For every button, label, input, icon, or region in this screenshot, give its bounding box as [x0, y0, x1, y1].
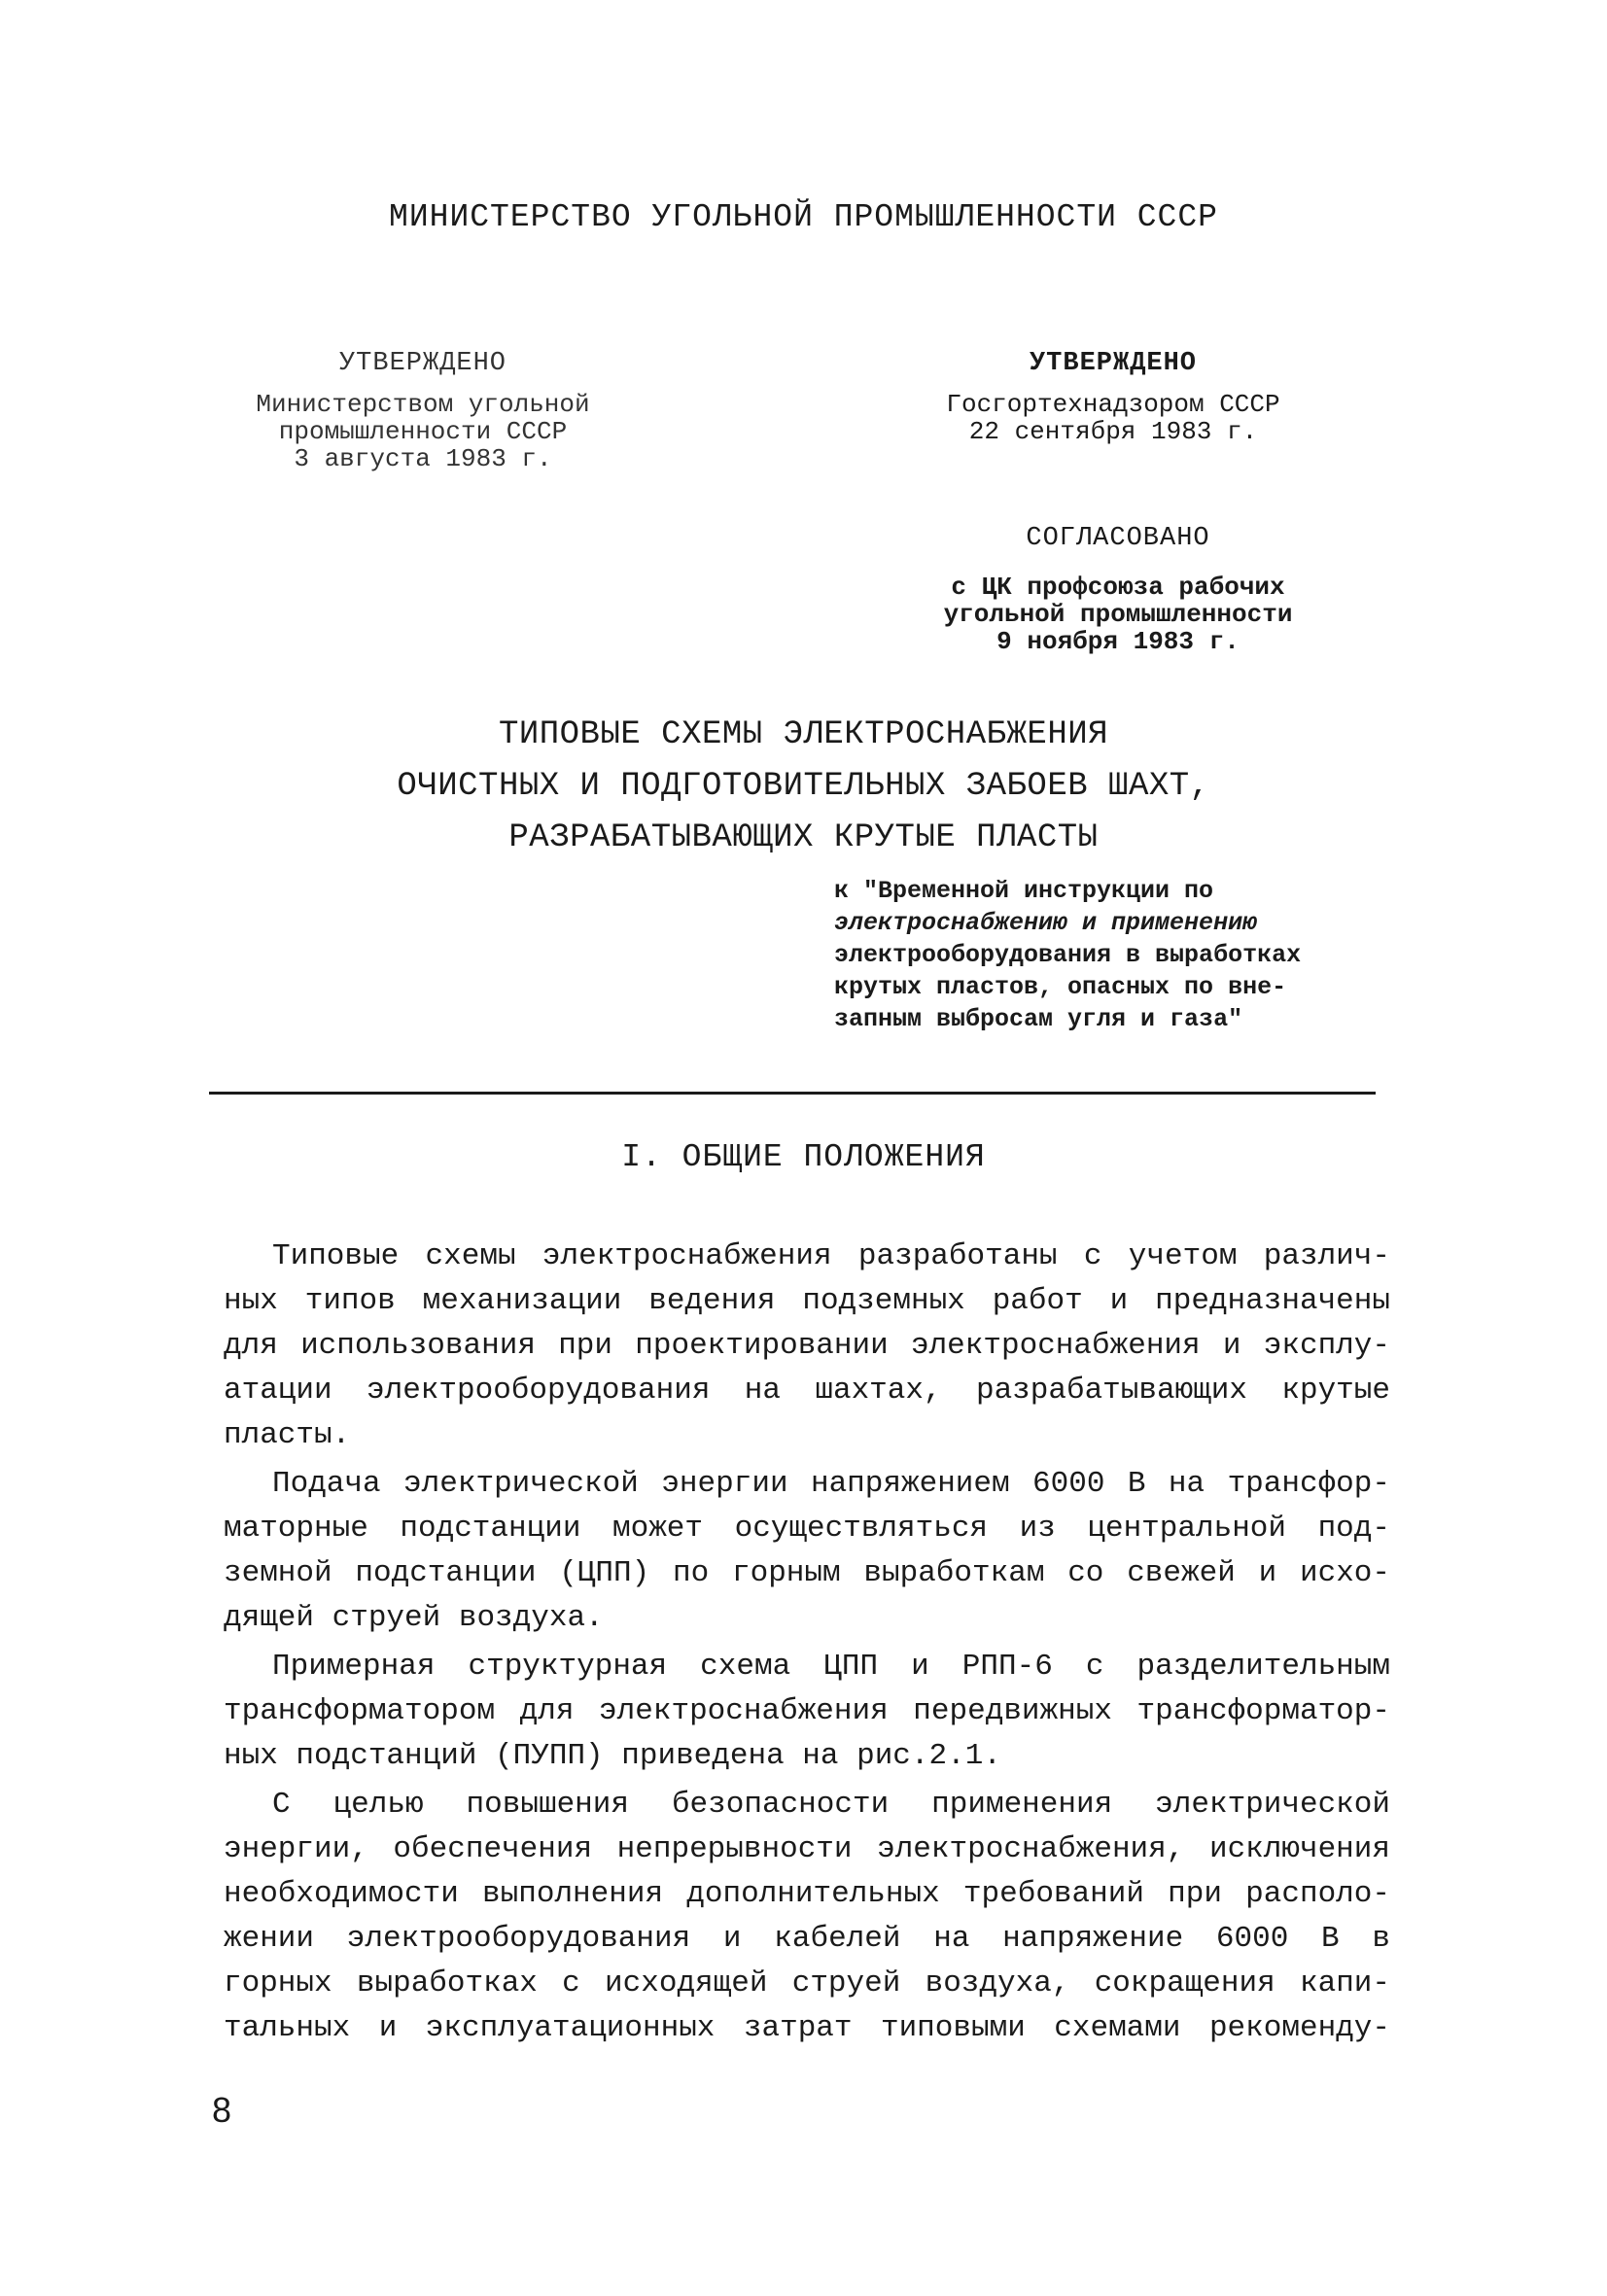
text-line: тальных и эксплуатационных затрат типовыми схемами рекоменду-: [224, 2011, 1390, 2045]
text-line: энергии, обеспечения непрерывности электроснабжения, исключения: [224, 1832, 1390, 1866]
body-text: [224, 1235, 1390, 2055]
text-line: дящей струей воздуха.: [224, 1601, 604, 1635]
approval-line: Госгортехнадзором СССР: [946, 390, 1280, 419]
paragraph: [224, 1645, 1390, 1779]
approval-block-gosgortekhnadzor: [914, 350, 1312, 445]
text-line: жении электрооборудования и кабелей на напряжение 6000 В в: [224, 1922, 1390, 1956]
ministry-header: МИНИСТЕРСТВО УГОЛЬНОЙ ПРОМЫШЛЕННОСТИ СССР: [389, 199, 1218, 235]
reference-line: электрооборудования в выработках: [834, 941, 1302, 969]
approval-heading: УТВЕРЖДЕНО: [1029, 349, 1198, 378]
text-line: Подача электрической энергии напряжением 6000 В на трансфор-: [272, 1467, 1390, 1501]
agreement-line: угольной промышленности: [943, 600, 1293, 629]
text-line: земной подстанции (ЦПП) по горным выработкам со свежей и исхо-: [224, 1556, 1390, 1590]
paragraph: [224, 1235, 1390, 1458]
reference-line: электроснабжению и применению: [834, 909, 1258, 937]
agreement-heading: СОГЛАСОВАНО: [1026, 524, 1210, 553]
approval-line: Министерством угольной: [256, 390, 590, 419]
text-line: маторные подстанции может осуществляться из центральной под-: [224, 1512, 1390, 1546]
approval-heading: УТВЕРЖДЕНО: [338, 349, 507, 378]
agreement-line: с ЦК профсоюза рабочих: [951, 573, 1285, 602]
horizontal-divider: [209, 1092, 1376, 1095]
approval-line: 3 августа 1983 г.: [294, 444, 552, 473]
paragraph: [224, 1462, 1390, 1641]
text-line: пласты.: [224, 1418, 351, 1452]
reference-line: запным выбросам угля и газа": [834, 1005, 1243, 1033]
text-line: ных подстанций (ПУПП) приведена на рис.2.1.: [224, 1739, 1001, 1773]
text-line: Примерная структурная схема ЦПП и РПП-6 с разделительным: [272, 1650, 1390, 1684]
paragraph: [224, 1783, 1390, 2051]
reference-line: крутых пластов, опасных по вне-: [834, 973, 1287, 1001]
text-line: для использования при проектировании электроснабжения и эксплу-: [224, 1329, 1390, 1363]
text-line: горных выработках с исходящей струей воздуха, сокращения капи-: [224, 1966, 1390, 2000]
text-line: атации электрооборудования на шахтах, разрабатывающих крутые: [224, 1374, 1390, 1408]
text-line: трансформатором для электроснабжения передвижных трансформатор-: [224, 1694, 1390, 1728]
agreement-line: 9 ноября 1983 г.: [996, 627, 1240, 656]
text-line: Типовые схемы электроснабжения разработаны с учетом различ-: [272, 1239, 1390, 1273]
section-title: I. ОБЩИЕ ПОЛОЖЕНИЯ: [621, 1139, 986, 1175]
approval-line: промышленности СССР: [278, 417, 568, 446]
agreement-block-union: [914, 525, 1322, 655]
page-number: 8: [212, 2090, 232, 2130]
reference-note: [834, 875, 1379, 1035]
document-title: [0, 710, 1607, 864]
text-line: С целью повышения безопасности применения электрической: [272, 1788, 1390, 1822]
approval-block-ministry: [233, 350, 612, 472]
reference-line: к "Временной инструкции по: [834, 877, 1214, 905]
title-line: ТИПОВЫЕ СХЕМЫ ЭЛЕКТРОСНАБЖЕНИЯ: [498, 716, 1109, 753]
text-line: ных типов механизации ведения подземных работ и предназначены: [224, 1284, 1390, 1318]
approval-line: 22 сентября 1983 г.: [968, 417, 1258, 446]
text-line: необходимости выполнения дополнительных требований при располо-: [224, 1877, 1390, 1911]
title-line: ОЧИСТНЫХ И ПОДГОТОВИТЕЛЬНЫХ ЗАБОЕВ ШАХТ,: [397, 768, 1210, 805]
title-line: РАЗРАБАТЫВАЮЩИХ КРУТЫЕ ПЛАСТЫ: [508, 819, 1099, 856]
